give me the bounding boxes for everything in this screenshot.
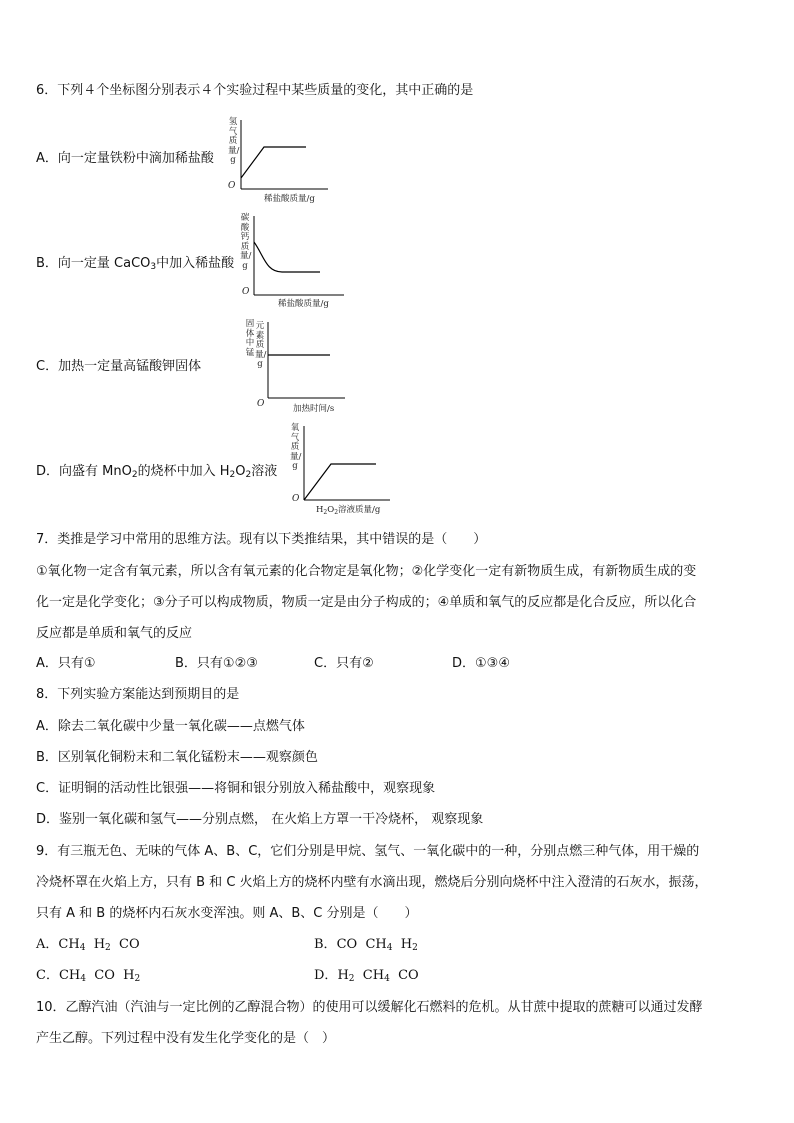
q7-stem: 7．类推是学习中常用的思维方法。现有以下类推结果，其中错误的是（ ） bbox=[36, 532, 487, 547]
graph-d-origin: O bbox=[292, 494, 300, 504]
q7-option-c: C．只有② bbox=[314, 656, 374, 671]
q6-option-d: D．向盛有 MnO$_2$的烧杯中加入 $H_2O_2$溶液 bbox=[36, 464, 278, 480]
q8-option-a: A．除去二氧化碳中少量一氧化碳——点燃气体 bbox=[36, 719, 305, 734]
q9-option-a: A．$CH_4$ $H_2$ CO bbox=[36, 937, 140, 953]
q9-line-1: 9．有三瓶无色、无味的气体 A、B、C，它们分别是甲烷、氢气、一氧化碳中的一种，分别点燃三种气体，用干燥的 bbox=[36, 844, 700, 859]
graph-d-ylabel: 氧气质量/g bbox=[290, 423, 302, 471]
q9-line-2: 冷烧杯罩在火焰上方，只有 B 和 C 火焰上方的烧杯内壁有水滴出现，燃烧后分别向烧杯中注入澄清的石灰水，振荡， bbox=[36, 875, 708, 890]
q6-stem: 6．下列４个坐标图分别表示４个实验过程中某些质量的变化，其中正确的是 bbox=[36, 83, 474, 98]
graph-c-xlabel: 加热时间/s bbox=[293, 404, 335, 414]
q10-line-1: 10．乙醇汽油（汽油与一定比例的乙醇混合物）的使用可以缓解化石燃料的危机。从甘蔗中提取的蔗糖可以通过发酵 bbox=[36, 1000, 703, 1015]
graph-b-ylabel: 碳酸钙质量/g bbox=[240, 213, 252, 271]
graph-a bbox=[228, 118, 338, 206]
graph-c-ylabel-left: 固体中锰 bbox=[245, 319, 255, 358]
q9-option-b: B．CO $CH_4$ $H_2$ bbox=[314, 937, 418, 953]
graph-d bbox=[290, 424, 395, 519]
graph-a-ylabel: 氢气质量/g bbox=[228, 117, 240, 165]
q7-option-a: A．只有① bbox=[36, 656, 96, 671]
q6-option-a: A．向一定量铁粉中滴加稀盐酸 bbox=[36, 151, 214, 166]
q6-option-b: B．向一定量 CaCO$_3$中加入稀盐酸 bbox=[36, 256, 235, 272]
q6-option-c: C．加热一定量高锰酸钾固体 bbox=[36, 359, 202, 374]
q7-option-b: B．只有①②③ bbox=[175, 656, 258, 671]
q7-body-line-1: ①氧化物一定含有氧元素，所以含有氧元素的化合物定是氧化物；②化学变化一定有新物质生成，有新物质生成的变 bbox=[36, 564, 697, 579]
q7-option-d: D．①③④ bbox=[452, 656, 510, 671]
q9-option-c: C．$CH_4$ CO $H_2$ bbox=[36, 968, 141, 984]
q10-line-2: 产生乙醇。下列过程中没有发生化学变化的是（ ） bbox=[36, 1031, 336, 1046]
q8-option-b: B．区别氧化铜粉末和二氧化锰粉末——观察颜色 bbox=[36, 750, 318, 765]
q7-body-line-3: 反应都是单质和氧气的反应 bbox=[36, 626, 193, 641]
q9-option-d: D．$H_2$ $CH_4$ CO bbox=[314, 968, 419, 984]
graph-b-origin: O bbox=[242, 287, 250, 297]
graph-b-axes bbox=[240, 214, 352, 309]
q8-stem: 8．下列实验方案能达到预期目的是 bbox=[36, 687, 240, 702]
q9-line-3: 只有 A 和 B 的烧杯内石灰水变浑浊。则 A、B、C 分别是（ ） bbox=[36, 906, 418, 921]
graph-d-curve bbox=[304, 464, 376, 500]
graph-a-xlabel: 稀盐酸质量/g bbox=[264, 194, 315, 204]
graph-c-origin: O bbox=[257, 399, 265, 409]
q8-option-d: D．鉴别一氧化碳和氢气——分别点燃， 在火焰上方罩一干冷烧杯， 观察现象 bbox=[36, 812, 484, 827]
graph-b-curve bbox=[254, 242, 320, 272]
graph-a-origin: O bbox=[228, 181, 236, 191]
q8-option-c: C．证明铜的活动性比银强——将铜和银分别放入稀盐酸中，观察现象 bbox=[36, 781, 436, 796]
graph-b bbox=[240, 214, 352, 309]
q7-body-line-2: 化一定是化学变化；③分子可以构成物质，物质一定是由分子构成的；④单质和氧气的反应都是化合反应，所以化合 bbox=[36, 595, 697, 610]
graph-c bbox=[245, 320, 353, 414]
graph-c-ylabel-right: 元素质量/g bbox=[255, 321, 267, 369]
graph-b-xlabel: 稀盐酸质量/g bbox=[278, 299, 329, 309]
graph-d-xlabel: $H_2O_2$溶液质量/g bbox=[316, 505, 381, 516]
graph-a-curve bbox=[241, 147, 306, 178]
